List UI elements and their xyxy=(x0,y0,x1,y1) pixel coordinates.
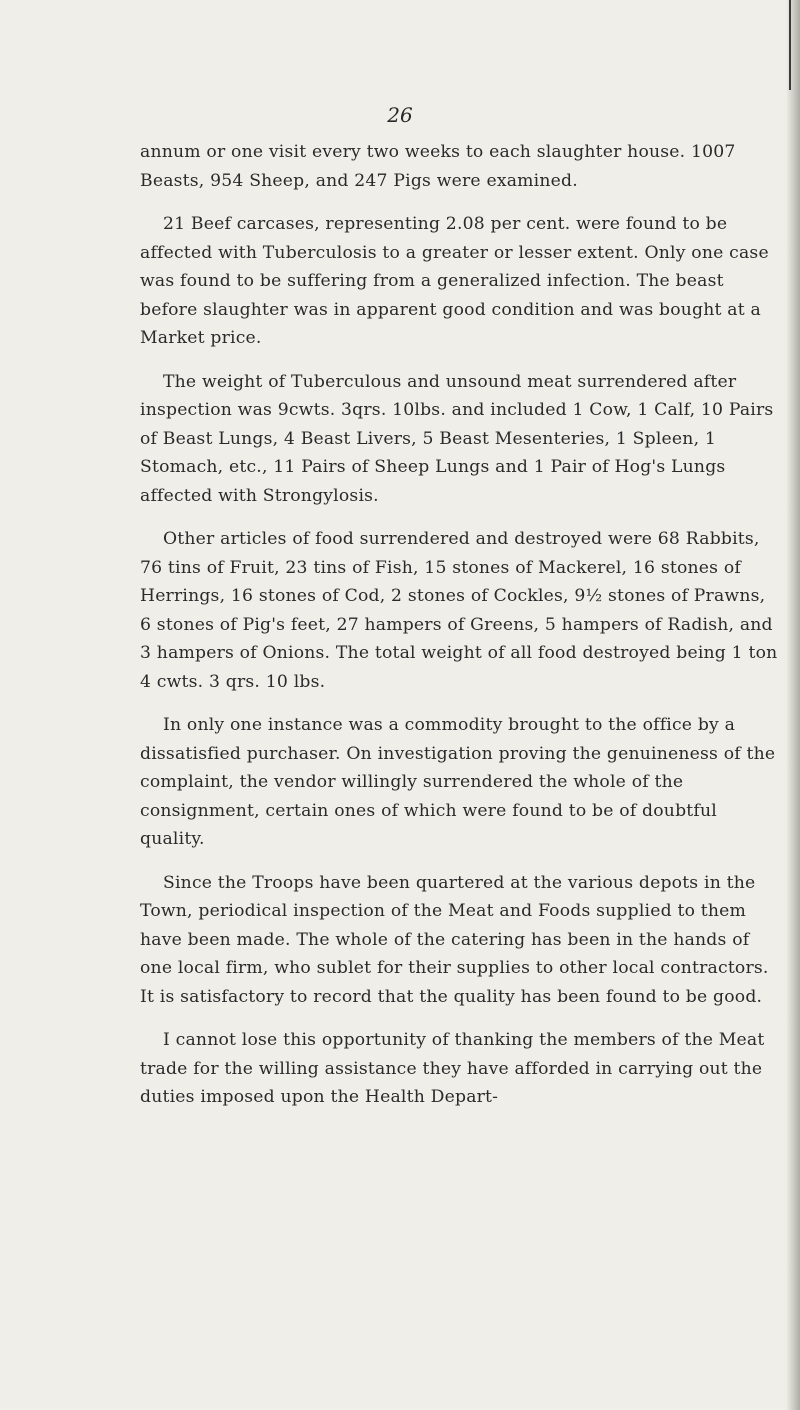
paragraph-inspections: annum or one visit every two weeks to each slaughter house. 1007 Beasts, 954 Sheep, and 247 Pigs were examined. xyxy=(140,142,736,191)
paragraph-troops: Since the Troops have been quartered at the various depots in the Town, periodical inspection of the Meat and Foods supplied to them have been made. The whole of the catering has been in the hands of one local firm, who sublet for their supplies to other local contractors. It is satisfactory to record that the quality has been found to be good. xyxy=(140,872,769,1007)
paragraph-unsound-meat: The weight of Tuberculous and unsound meat surrendered after inspection was 9cwts. 3qrs. 10lbs. and included 1 Cow, 1 Calf, 10 Pairs of Beast Lungs, 4 Beast Livers, 5 Beast Mesenteries, 1 Spleen, 1 Stomach, etc., 11 Pairs of Sheep Lungs and 1 Pair of Hog's Lungs affected with Strongylosis. xyxy=(140,371,774,506)
page-edge-shadow xyxy=(786,0,800,1410)
paragraph-tuberculosis: 21 Beef carcases, representing 2.08 per cent. were found to be affected with Tuberculosis to a greater or lesser extent. Only one case was found to be suffering from a generalized infection. The beast before slaughter was in apparent good condition and was bought at a Market price. xyxy=(140,214,769,348)
body-text xyxy=(140,138,780,1127)
paragraph-other-food: Other articles of food surrendered and destroyed were 68 Rabbits, 76 tins of Fruit, 23 tins of Fish, 15 stones of Mackerel, 16 stones of Herrings, 16 stones of Cod, 2 stones of Cockles, 9½ stones of Prawns, 6 stones of Pig's feet, 27 hampers of Greens, 5 hampers of Radish, and 3 hampers of Onions. The total weight of all food destroyed being 1 ton 4 cwts. 3 qrs. 10 lbs. xyxy=(140,529,778,692)
paragraph-thanks: I cannot lose this opportunity of thanking the members of the Meat trade for the willing assistance they have afforded in carrying out the duties imposed upon the Health Depart- xyxy=(140,1030,765,1107)
page-edge-line xyxy=(789,0,791,90)
paragraph-complaint: In only one instance was a commodity brought to the office by a dissatisfied purchaser. On investigation proving the genuineness of the complaint, the vendor willingly surrendered the whole of the consignment, certain ones of which were found to be of doubtful quality. xyxy=(140,715,776,849)
page-number: 26 xyxy=(387,103,413,127)
